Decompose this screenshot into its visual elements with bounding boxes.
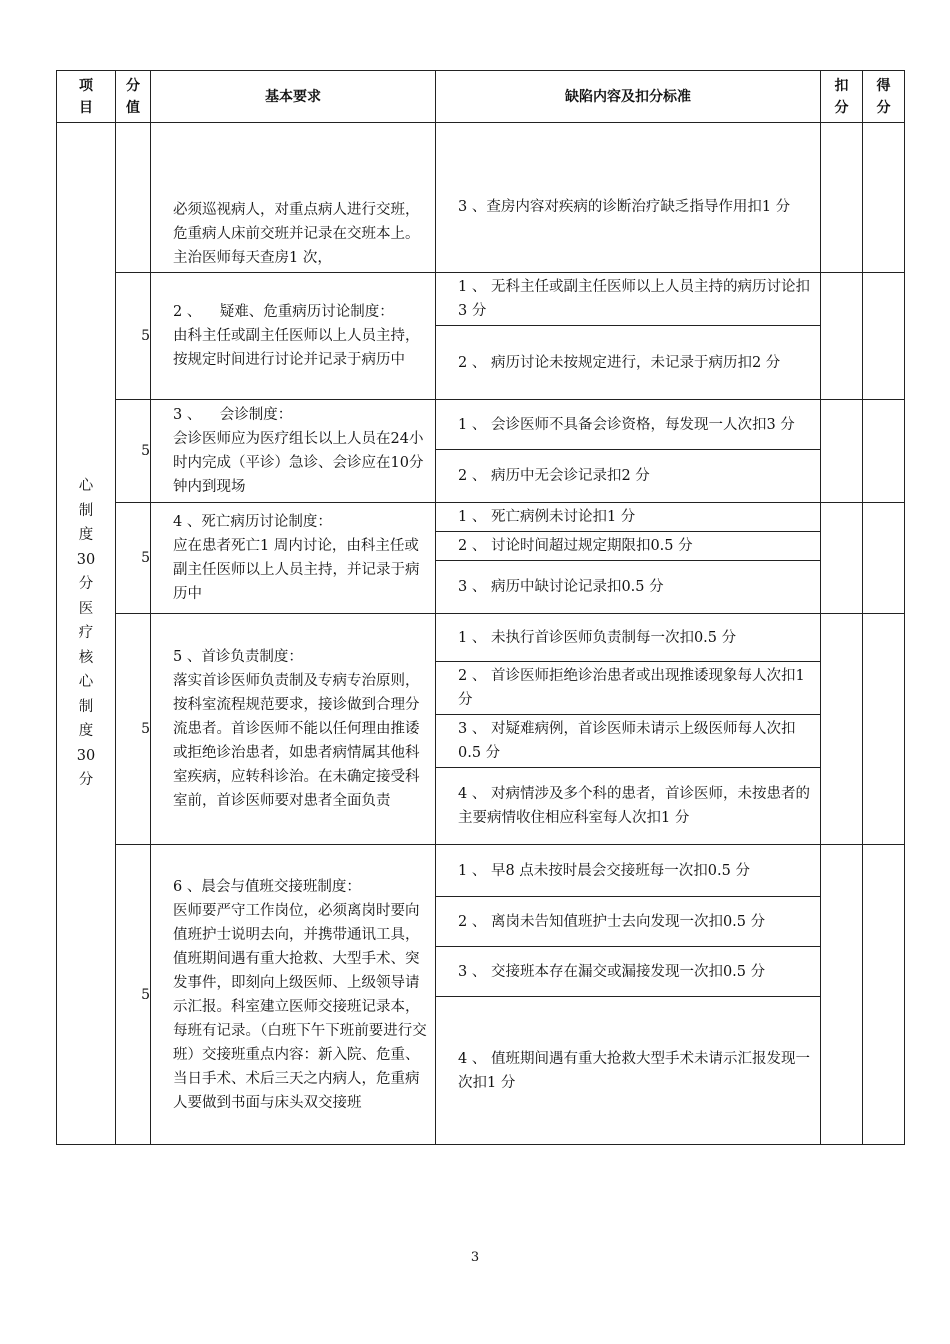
defect-cell: 4 、 对病情涉及多个科的患者，首诊医师，未按患者的主要病情收住相应科室每人次扣1 分 xyxy=(436,768,821,845)
got-cell[interactable] xyxy=(863,845,905,1145)
requirement-cell: 5 、首诊负责制度： 落实首诊医师负责制及专病专治原则，按科室流程规范要求，接诊做到合理分流患者。首诊医师不能以任何理由推诿或拒绝诊治患者，如患者病情属其他科室疾病，应转科诊治。在未确定接受科室前，首诊医师要对患者全面负责 xyxy=(151,614,436,845)
header-row xyxy=(57,71,905,123)
defect-cell: 4 、 值班期间遇有重大抢救大型手术未请示汇报发现一次扣1 分 xyxy=(436,997,821,1145)
page-number: 3 xyxy=(470,1250,480,1265)
defect-cell: 2 、 病历讨论未按规定进行，未记录于病历扣2 分 xyxy=(436,326,821,400)
header-defect: 缺陷内容及扣分标准 xyxy=(436,71,821,123)
defect-cell: 1 、 会诊医师不具备会诊资格，每发现一人次扣3 分 xyxy=(436,400,821,450)
defect-cell: 1 、 早8 点未按时晨会交接班每一次扣0.5 分 xyxy=(436,845,821,897)
defect-cell: 1 、 无科主任或副主任医师以上人员主持的病历讨论扣3 分 xyxy=(436,273,821,326)
score-cell: 5 xyxy=(116,273,151,400)
got-cell[interactable] xyxy=(863,614,905,845)
defect-cell: 2 、 首诊医师拒绝诊治患者或出现推诿现象每人次扣1 分 xyxy=(436,662,821,715)
assessment-table xyxy=(56,70,905,1145)
header-deduct: 扣分 xyxy=(821,71,863,123)
header-got: 得分 xyxy=(863,71,905,123)
table-row xyxy=(57,845,905,897)
requirement-cell: 6 、晨会与值班交接班制度： 医师要严守工作岗位，必须离岗时要向值班护士说明去向，并携带通讯工具，值班期间遇有重大抢救、大型手术、突发事件，即刻向上级医师、上级领导请示汇报。科室建立医师交接班记录本，每班有记录。（白班下午下班前要进行交班）交接班重点内容：新入院、危重、当日手术、术后三天之内病人，危重病人要做到书面与床头双交接班 xyxy=(151,845,436,1145)
deduct-cell[interactable] xyxy=(821,400,863,503)
deduct-cell[interactable] xyxy=(821,273,863,400)
score-cell: 5 xyxy=(116,503,151,614)
got-cell[interactable] xyxy=(863,123,905,273)
got-cell[interactable] xyxy=(863,503,905,614)
requirement-cell: 3 、 会诊制度： 会诊医师应为医疗组长以上人员在24小时内完成（平诊）急诊、会诊应在10分钟内到现场 xyxy=(151,400,436,503)
defect-cell: 1 、 未执行首诊医师负责制每一次扣0.5 分 xyxy=(436,614,821,662)
deduct-cell[interactable] xyxy=(821,123,863,273)
project-label: 心制度30分医疗核心制度30分 xyxy=(76,478,96,789)
score-cell: 5 xyxy=(116,614,151,845)
header-project: 项目 xyxy=(57,71,116,123)
table-row xyxy=(57,273,905,326)
defect-cell: 1 、 死亡病例未讨论扣1 分 xyxy=(436,503,821,532)
defect-cell: 2 、 讨论时间超过规定期限扣0.5 分 xyxy=(436,532,821,561)
deduct-cell[interactable] xyxy=(821,503,863,614)
defect-cell: 2 、 病历中无会诊记录扣2 分 xyxy=(436,450,821,503)
table-row xyxy=(57,123,905,273)
defect-cell: 2 、 离岗未告知值班护士去向发现一次扣0.5 分 xyxy=(436,897,821,947)
deduct-cell[interactable] xyxy=(821,614,863,845)
defect-cell: 3 、 对疑难病例，首诊医师未请示上级医师每人次扣0.5 分 xyxy=(436,715,821,768)
requirement-cell: 必须巡视病人，对重点病人进行交班，危重病人床前交班并记录在交班本上。主治医师每天查房1 次， xyxy=(151,123,436,273)
defect-cell: 3 、查房内容对疾病的诊断治疗缺乏指导作用扣1 分 xyxy=(436,123,821,273)
defect-cell: 3 、 病历中缺讨论记录扣0.5 分 xyxy=(436,561,821,614)
deduct-cell[interactable] xyxy=(821,845,863,1145)
score-cell: 5 xyxy=(116,400,151,503)
requirement-cell: 4 、死亡病历讨论制度： 应在患者死亡1 周内讨论，由科主任或副主任医师以上人员主持，并记录于病历中 xyxy=(151,503,436,614)
table-row xyxy=(57,614,905,662)
got-cell[interactable] xyxy=(863,273,905,400)
got-cell[interactable] xyxy=(863,400,905,503)
defect-cell: 3 、 交接班本存在漏交或漏接发现一次扣0.5 分 xyxy=(436,947,821,997)
score-cell xyxy=(116,123,151,273)
header-score: 分值 xyxy=(116,71,151,123)
header-requirement: 基本要求 xyxy=(151,71,436,123)
table-row xyxy=(57,503,905,532)
score-cell: 5 xyxy=(116,845,151,1145)
table-row xyxy=(57,400,905,450)
requirement-cell: 2 、 疑难、危重病历讨论制度： 由科主任或副主任医师以上人员主持，按规定时间进行讨论并记录于病历中 xyxy=(151,273,436,400)
project-cell xyxy=(57,123,116,1145)
